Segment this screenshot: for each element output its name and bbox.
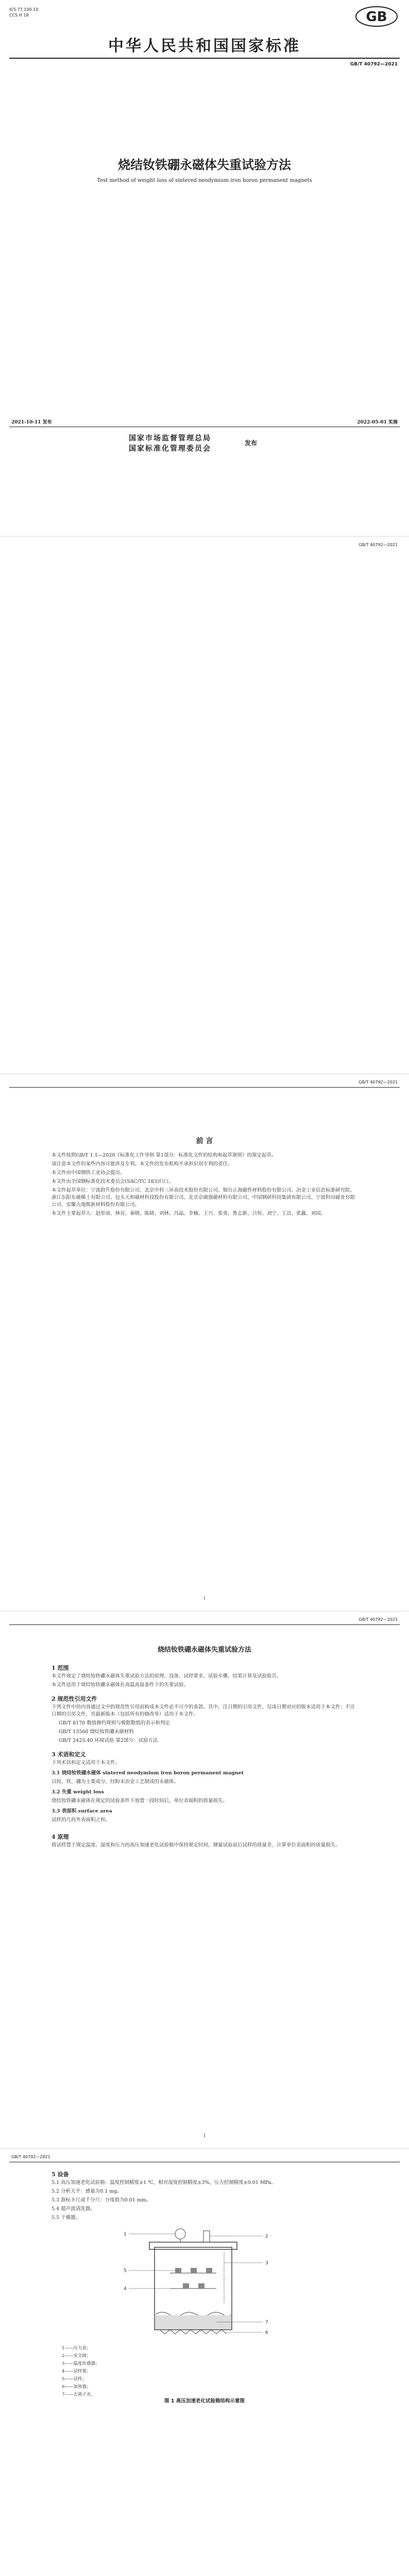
implement-date: 2022-05-01 实施: [357, 420, 398, 425]
issuer-2: 国家标准化管理委员会: [129, 445, 211, 453]
sample: [183, 2283, 189, 2289]
equipment-item: 5.4 超声波清洗器。: [52, 2206, 95, 2212]
reference-item: GB/T 13560 烧结钕铁硼永磁材料: [59, 1729, 134, 1735]
equipment-list: [52, 2179, 355, 2223]
equipment-item: 5.2 分析天平：感量为0.1 mg。: [52, 2189, 122, 2194]
equipment-item: 5.3 游标卡尺或千分尺：分度值为0.01 mm。: [52, 2197, 151, 2203]
section-1-heading: 1 范围: [52, 1665, 69, 1671]
figure-caption: 图 1 高压加速老化试验箱结构示意图: [164, 2398, 245, 2404]
legend-item: 5——试样；: [62, 2377, 87, 2382]
page-number: 1: [203, 2133, 206, 2138]
term-heading: 3.2 失重 weight loss: [52, 1789, 104, 1795]
apparatus-diagram: [93, 2227, 309, 2340]
cover-title-en: Test method of weight loss of sintered neodymium iron boron permanent magnets: [97, 178, 312, 183]
gb-logo-text: GB: [366, 9, 387, 25]
publish-date: 2021-10-11 发布: [11, 420, 52, 425]
reference-item: GB/T 8170 数值修约规则与极限数值的表示和判定: [59, 1720, 170, 1726]
section-5-heading: 5 设备: [52, 2171, 69, 2178]
foreword-paragraph: 本文件按照GB/T 1.1—2020《标准化工作导则 第1部分：标准化文件的结构和起草规则》的规定起草。: [52, 1153, 277, 1158]
national-standard-title: 中华人民共和国国家标准: [108, 37, 301, 55]
svg-text:7: 7: [265, 2320, 268, 2325]
section-2-heading: 2 规范性引用文件: [52, 1696, 97, 1702]
cover-top-rule: [9, 58, 400, 59]
svg-text:5: 5: [124, 2268, 127, 2274]
heater-coil: [160, 2330, 227, 2334]
foreword-page: [0, 1075, 409, 1611]
header-rule: [9, 1087, 400, 1088]
svg-text:2: 2: [265, 2234, 268, 2239]
ics-line: ICS 77.100.10: [9, 7, 39, 12]
svg-text:1: 1: [124, 2232, 127, 2237]
foreword-paragraph: 本文件起草单位：宁波韵升股份有限公司、北京中科三环高技术股份有限公司、烟台正海磁性材料股份有限公司、冶金工业信息标准研究院、浙江东阳东磁稀土有限公司、包头天和磁材科技股份有限公司、北京京磁强磁材料有限公司、中国钢研科技集团有限公司、宁波科田磁业有限公司、安徽大地熊新材料股份有限公司。: [52, 1188, 355, 1208]
cover-title-cn: 烧结钕铁硼永磁体失重试验方法: [118, 158, 291, 172]
safety-valve-icon: [203, 2231, 210, 2242]
pressure-gauge-icon: [175, 2229, 185, 2239]
foreword-paragraph: 请注意本文件的某些内容可能涉及专利。本文件的发布机构不承担识别专利的责任。: [52, 1161, 233, 1167]
page-header-number: GB/T 40792—2021: [359, 1617, 398, 1622]
issuer-suffix: 发布: [245, 439, 258, 447]
legend-item: 4——试样架；: [62, 2369, 91, 2374]
foreword-paragraph: 本文件主要起草人：赵彤雨、林亮、秦晓、陈晓、刘林、冯晶、李楠、王兴、张勇、鲁志新、吕恒、刘宁、王洁、张鑫、刘国。: [52, 1211, 326, 1216]
equipment-item: 5.1 高压加速老化试验箱：温度控制精度±1 ℃，相对湿度控制精度±3%，压力控制精度±0.01 MPa。: [52, 2180, 276, 2185]
section-4-heading: 4 原理: [52, 1834, 69, 1840]
svg-text:6: 6: [265, 2330, 268, 2335]
foreword-body: [52, 1152, 355, 1219]
sample: [198, 2283, 204, 2289]
section-3-text: 下列术语和定义适用于本文件。 3.1 烧结钕铁硼永磁体 sintered neodymium iron boron permanent magnet 以钕、铁、硼为主要成分，经粉末冶金工艺制成的永磁体。 3.2 失重 weight loss 烧结钕铁硼永磁体在规定的试验条件下放置一段时间后，单位表面积的质量损失。 3.3 表面积 surface area 试样的几何外表面积之和。: [52, 1759, 355, 1825]
cover-std-number: GB/T 40792—2021: [350, 62, 398, 67]
legend-item: 3——温度传感器；: [62, 2361, 100, 2366]
equipment-item: 5.5 干燥器。: [52, 2215, 81, 2221]
section-4-text: 将试样置于规定温度、湿度和压力的高压加速老化试验箱中保持规定时间，测量试验前后试样的质量差，计算单位表面积的质量损失。: [52, 1842, 340, 1848]
sample: [191, 2268, 197, 2273]
reference-item: GB/T 2423.40 环境试验 第2部分：试验方法: [59, 1738, 158, 1743]
section-3-heading: 3 术语和定义: [52, 1751, 86, 1758]
term-heading: 3.1 烧结钕铁硼永磁体 sintered neodymium iron boron permanent magnet: [52, 1770, 244, 1776]
main-page-1: [0, 1612, 409, 2148]
section-1-text: 本文件规定了烧结钕铁硼永磁体失重试验方法的原理、设备、试样要求、试验步骤、结果计算及试验报告。 本文件适用于烧结钕铁硼永磁体在高温高湿条件下的失重试验。: [52, 1673, 282, 1688]
legend-item: 7——去离子水。: [62, 2392, 95, 2397]
foreword-paragraph: 本文件由中国钢铁工业协会提出。: [52, 1170, 125, 1176]
ccs-line: CCS H 18: [9, 13, 29, 18]
foreword-paragraph: 本文件由全国钢标准化技术委员会(SAC/TC 183)归口。: [52, 1179, 174, 1184]
vessel-lid: [149, 2242, 237, 2249]
apparatus-figure: [93, 2227, 309, 2340]
page-header-number: GB/T 40792—2021: [359, 1080, 398, 1084]
page-number: I: [203, 1596, 206, 1601]
legend-item: 2——安全阀；: [62, 2353, 91, 2359]
cover-page: [0, 0, 409, 536]
figure-legend: [62, 2345, 165, 2399]
foreword-title: 前 言: [196, 1137, 213, 1145]
equipment-page: [0, 2149, 409, 2576]
issuer-1: 国家市场监督管理总局: [129, 434, 211, 443]
legend-item: 6——加热器；: [62, 2384, 91, 2389]
section-2-text: 下列文件中的内容通过文中的规范性引用而构成本文件必不可少的条款。其中，注日期的引用文件，仅该日期对应的版本适用于本文件；不注日期的引用文件，其最新版本（包括所有的修改单）适用于本文件。 GB/T 8170 数值修约规则与极限数值的表示和判定 GB/T 13560 烧结钕铁硼永磁材料 GB/T 2423.40 环境试验 第2部分：试验方法: [52, 1704, 355, 1743]
page-header-number: GB/T 40792—2021: [359, 543, 398, 547]
term-heading: 3.3 表面积 surface area: [52, 1808, 112, 1814]
legend-item: 1——压力表；: [62, 2346, 91, 2351]
sample: [206, 2268, 212, 2273]
header-rule: [9, 1624, 400, 1625]
svg-text:4: 4: [124, 2286, 127, 2292]
page-header-number: GB/T 40792—2021: [11, 2155, 50, 2159]
main-title: 烧结钕铁硼永磁体失重试验方法: [157, 1646, 251, 1654]
gb-logo: [355, 6, 398, 27]
deionized-water: [155, 2315, 231, 2329]
blank-page: [0, 537, 409, 1073]
svg-text:3: 3: [265, 2261, 268, 2266]
